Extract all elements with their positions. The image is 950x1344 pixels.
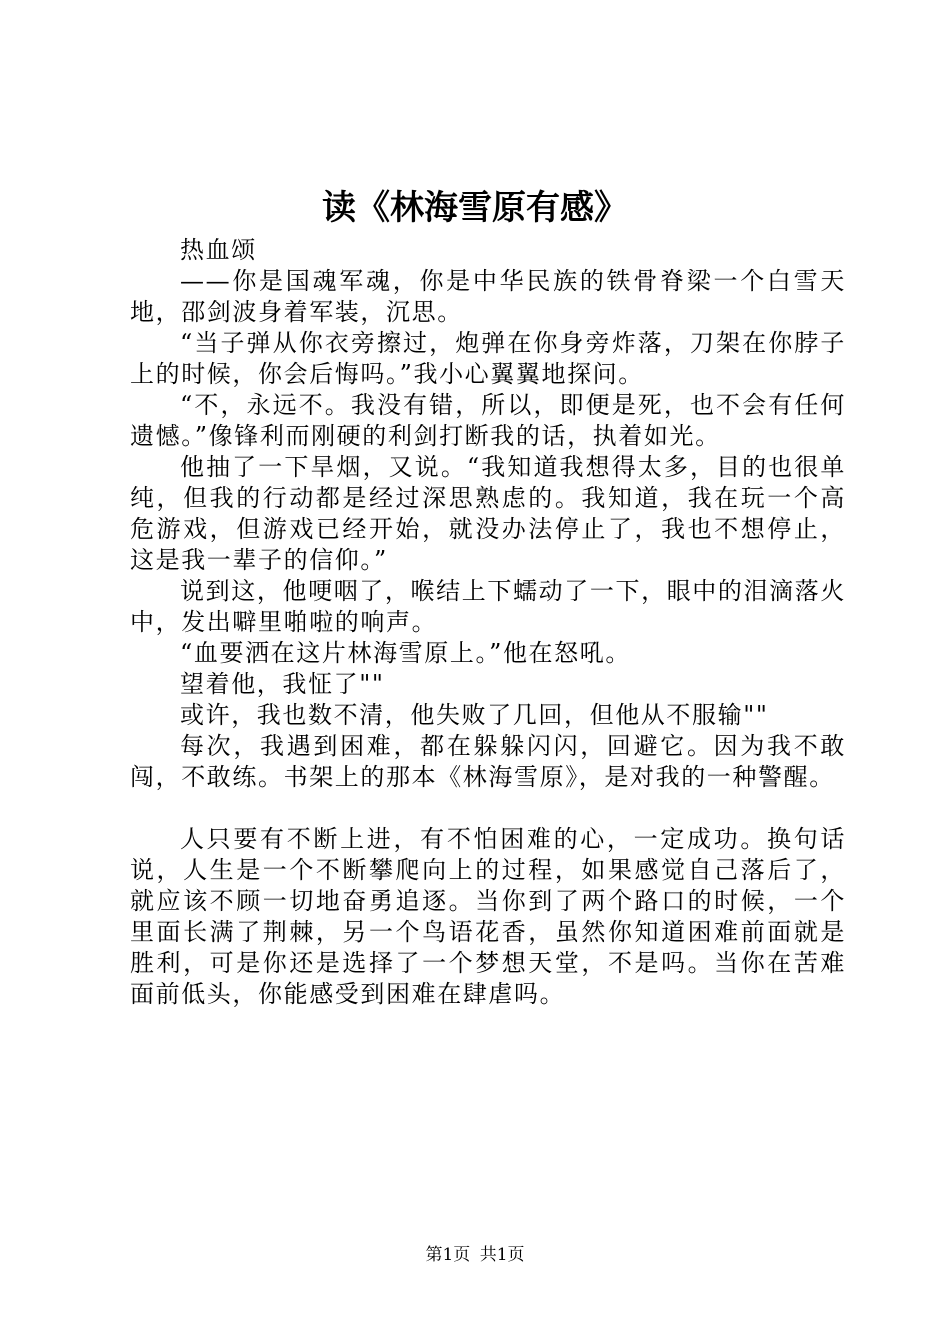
- page-number: 第1页: [425, 1245, 471, 1265]
- paragraph: 说到这，他哽咽了，喉结上下蠕动了一下，眼中的泪滴落火中，发出噼里啪啦的响声。: [130, 577, 846, 636]
- paragraph-subtitle: 热血颂: [180, 236, 257, 264]
- paragraph: 人只要有不断上进，有不怕困难的心，一定成功。换句话说，人生是一个不断攀爬向上的过程，如果感觉自己落后了，就应该不顾一切地奋勇追逐。当你到了两个路口的时候，一个里面长满了荆棘，另一个鸟语花香，虽然你知道困难前面就是胜利，可是你还是选择了一个梦想天堂，不是吗。当你在苦难面前低头，你能感受到困难在肆虐吗。: [130, 825, 846, 1008]
- page-total: 共1页: [479, 1245, 525, 1265]
- paragraph: “血要洒在这片林海雪原上。”他在怒吼。: [180, 639, 631, 667]
- page-footer: [0, 1243, 950, 1267]
- paragraph: 或许，我也数不清，他失败了几回，但他从不服输"": [180, 701, 769, 729]
- document-body: [130, 235, 846, 1010]
- paragraph: 每次，我遇到困难，都在躲躲闪闪，回避它。因为我不敢闯，不敢练。书架上的那本《林海雪原》，是对我的一种警醒。: [130, 732, 846, 791]
- paragraph: 他抽了一下旱烟，又说。“我知道我想得太多，目的也很单纯，但我的行动都是经过深思熟虑的。我知道，我在玩一个高危游戏，但游戏已经开始，就没办法停止了，我也不想停止，这是我一辈子的信仰。”: [130, 453, 846, 574]
- paragraph: “不，永远不。我没有错，所以，即便是死，也不会有任何遗憾。”像锋利而刚硬的利剑打断我的话，执着如光。: [130, 391, 846, 450]
- paragraph: 望着他，我怔了"": [180, 670, 385, 698]
- document-title: 读《林海雪原有感》: [322, 188, 628, 228]
- paragraph: “当子弹从你衣旁擦过，炮弹在你身旁炸落，刀架在你脖子上的时候，你会后悔吗。”我小心翼翼地探问。: [130, 329, 846, 388]
- paragraph: ——你是国魂军魂，你是中华民族的铁骨脊梁一个白雪天地，邵剑波身着军装，沉思。: [130, 267, 846, 326]
